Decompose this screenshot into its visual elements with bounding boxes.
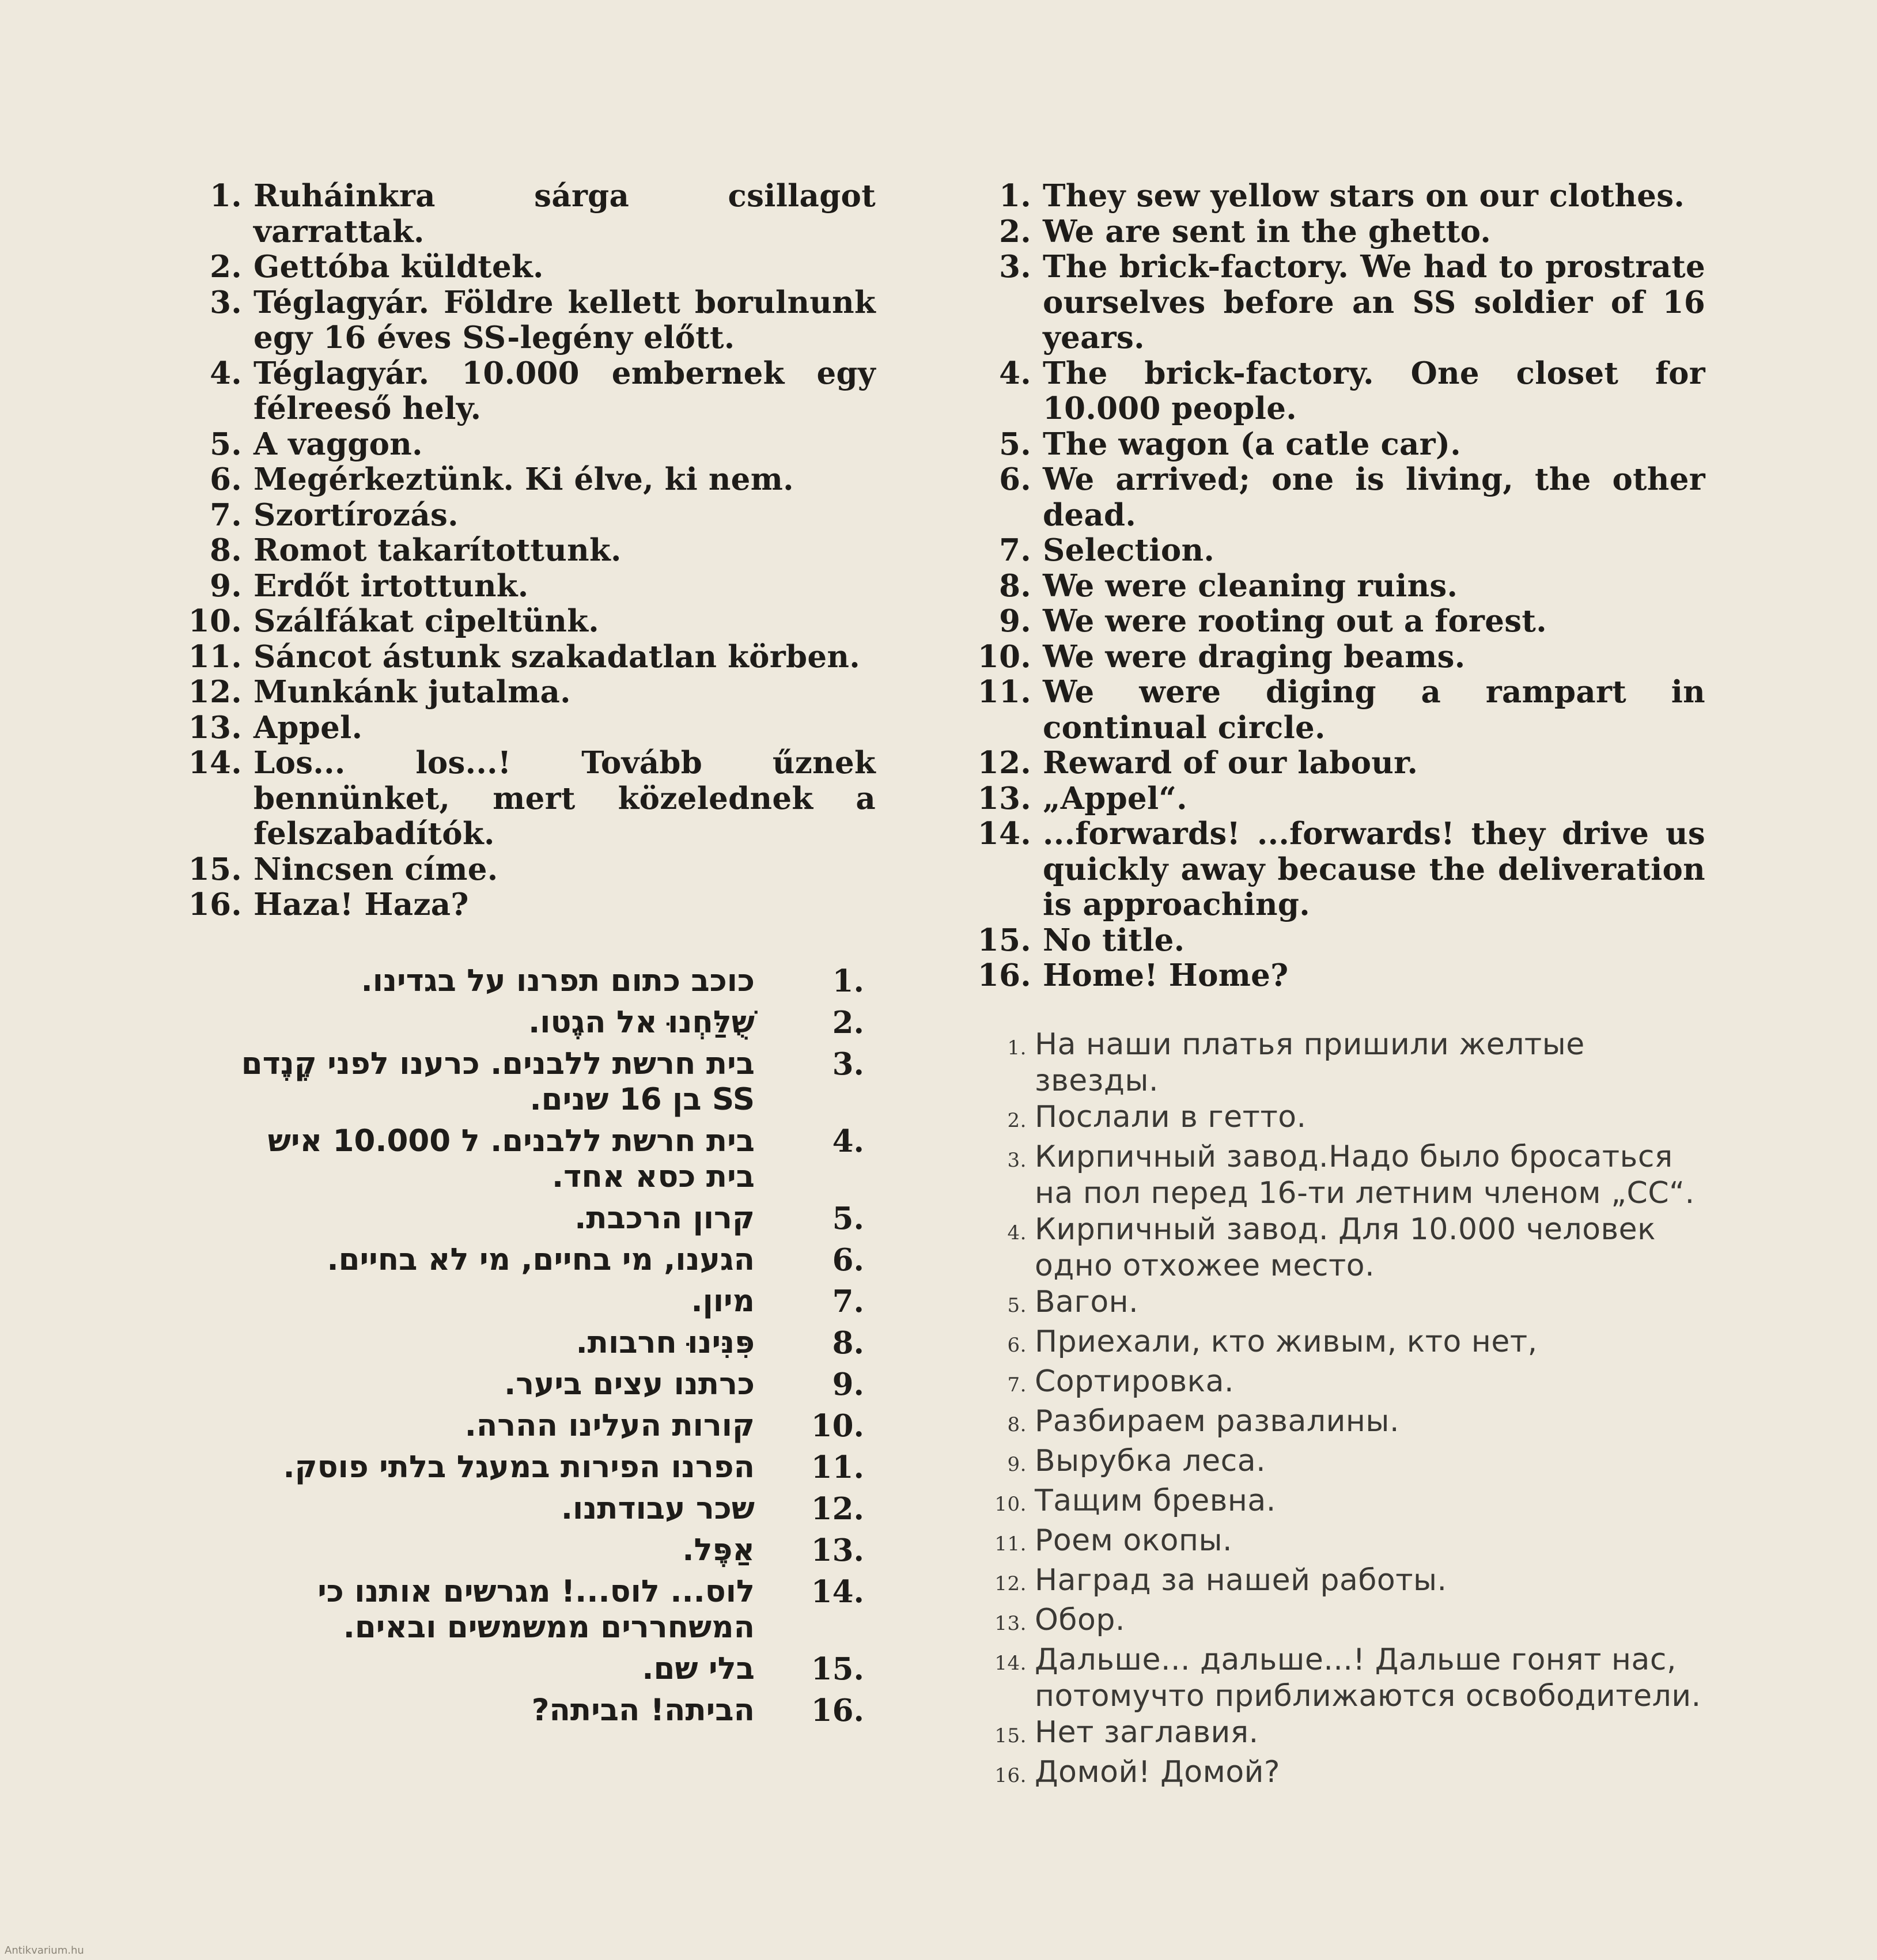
item-text: לוס... לוס...! מגרשים אותנו כי המשחררים ממשמשים ובאים. <box>317 1574 755 1645</box>
item-number: 9. <box>999 603 1031 639</box>
item-text: Haza! Haza? <box>253 887 469 922</box>
english-list-item <box>974 746 1705 781</box>
item-number: 6. <box>999 461 1031 497</box>
hungarian-list <box>184 179 876 923</box>
item-number: 11. <box>188 638 242 675</box>
item-text: פִּנִּינוּ חרבות. <box>576 1325 755 1360</box>
item-number: 15. <box>977 922 1031 958</box>
item-text: The brick-factory. We had to prostrate ourselves before an SS soldier of 16 years. <box>1043 249 1705 355</box>
item-text: Дальше... дальше...! Дальше гонят нас, потомучто приближаются освободители. <box>1035 1643 1701 1713</box>
item-number: 8. <box>999 567 1031 604</box>
english-list-item <box>974 569 1705 604</box>
russian-list-item <box>979 1284 1705 1324</box>
item-text: No title. <box>1043 922 1185 958</box>
hungarian-list-item <box>184 427 876 463</box>
hebrew-list-item <box>219 1693 864 1728</box>
item-text: Munkánk jutalma. <box>253 674 571 710</box>
item-number: 1. <box>832 963 864 999</box>
hebrew-list-item <box>219 1367 864 1402</box>
item-text: We were rooting out a forest. <box>1043 603 1547 639</box>
russian-list-item <box>979 1324 1705 1364</box>
item-number: 10. <box>977 638 1031 675</box>
item-number: 2. <box>1007 1109 1027 1132</box>
item-number: 2. <box>832 1005 864 1040</box>
item-text: Ruháinkra sárga csillagot varrattak. <box>253 178 876 249</box>
english-list <box>974 179 1705 994</box>
item-number: 9. <box>1007 1453 1027 1476</box>
item-text: מיון. <box>691 1284 755 1319</box>
item-text: We were draging beams. <box>1043 638 1466 675</box>
item-number: 15. <box>811 1651 864 1687</box>
russian-list-item <box>979 1212 1705 1284</box>
english-list-item <box>974 675 1705 746</box>
item-text: Erdőt irtottunk. <box>253 567 529 604</box>
item-text: Вырубка леса. <box>1035 1444 1266 1478</box>
item-number: 13. <box>811 1533 864 1568</box>
item-text: שכר עבודתנו. <box>561 1491 755 1526</box>
hungarian-list-item <box>184 640 876 675</box>
item-number: 3. <box>1007 1149 1027 1172</box>
item-number: 8. <box>832 1325 864 1361</box>
item-text: קרון הרכבת. <box>574 1201 755 1236</box>
item-text: We arrived; one is living, the other dead. <box>1043 461 1705 533</box>
item-number: 13. <box>994 1612 1027 1635</box>
item-text: שֻׁלַּחְנוּ אל הגֶטו. <box>528 1005 755 1040</box>
item-number: 7. <box>210 497 242 533</box>
item-text: קורות העלינו ההרה. <box>464 1408 755 1443</box>
hebrew-list-item <box>219 1574 864 1645</box>
item-number: 12. <box>977 745 1031 781</box>
item-text: На наши платья пришили желтые звезды. <box>1035 1027 1585 1098</box>
item-text: אַפֶּל. <box>682 1533 755 1568</box>
item-number: 7. <box>1007 1373 1027 1397</box>
hungarian-list-item <box>184 498 876 533</box>
item-text: ...forwards! ...forwards! they drive us quickly away because the deliveration is approaching. <box>1043 816 1705 922</box>
hebrew-list-item <box>219 1005 864 1040</box>
english-list-item <box>974 533 1705 569</box>
item-text: Обор. <box>1035 1603 1125 1637</box>
hungarian-list-item <box>184 569 876 604</box>
item-number: 3. <box>999 249 1031 285</box>
item-number: 12. <box>994 1572 1027 1595</box>
item-text: Gettóba küldtek. <box>253 249 544 285</box>
russian-list-item <box>979 1642 1705 1715</box>
item-text: The brick-factory. One closet for 10.000 people. <box>1043 355 1705 426</box>
hungarian-list-item <box>184 604 876 640</box>
item-number: 16. <box>977 958 1031 993</box>
russian-list <box>979 1027 1705 1794</box>
item-number: 4. <box>832 1123 864 1159</box>
item-text: הפרנו הפירות במעגל בלתי פוסק. <box>283 1450 755 1485</box>
item-number: 9. <box>832 1367 864 1402</box>
item-number: 2. <box>210 249 242 285</box>
item-text: כוכב כתום תפרנו על בגדינו. <box>361 963 755 998</box>
hebrew-list <box>219 963 864 1728</box>
item-number: 5. <box>999 426 1031 462</box>
hebrew-list-item <box>219 963 864 999</box>
russian-list-item <box>979 1443 1705 1483</box>
item-number: 1. <box>210 178 242 214</box>
russian-list-item <box>979 1099 1705 1139</box>
hungarian-list-item <box>184 746 876 852</box>
hungarian-list-item <box>184 356 876 427</box>
russian-list-item <box>979 1403 1705 1443</box>
english-list-item <box>974 356 1705 427</box>
item-number: 14. <box>811 1574 864 1610</box>
item-number: 14. <box>977 816 1031 852</box>
hebrew-list-item <box>219 1123 864 1195</box>
item-text: Сортировка. <box>1035 1364 1234 1399</box>
item-text: Кирпичный завод.Надо было бросаться на пол перед 16-ти летним членом „СС“. <box>1035 1140 1695 1210</box>
hebrew-list-item <box>219 1408 864 1444</box>
hungarian-list-item <box>184 285 876 356</box>
item-text: Роем окопы. <box>1035 1523 1233 1558</box>
item-text: Домой! Домой? <box>1035 1755 1281 1789</box>
english-list-item <box>974 816 1705 923</box>
english-list-item <box>974 958 1705 994</box>
item-text: Appel. <box>253 709 363 746</box>
item-text: A vaggon. <box>253 426 423 462</box>
hebrew-caption-list <box>219 963 864 1734</box>
item-number: 10. <box>811 1408 864 1444</box>
russian-list-item <box>979 1027 1705 1099</box>
item-text: Разбираем развалины. <box>1035 1404 1400 1439</box>
hungarian-list-item <box>184 887 876 923</box>
item-text: Наград за нашей работы. <box>1035 1563 1447 1598</box>
item-number: 10. <box>994 1493 1027 1516</box>
hungarian-list-item <box>184 533 876 569</box>
item-text: We were cleaning ruins. <box>1043 567 1458 604</box>
item-text: Sáncot ástunk szakadatlan körben. <box>253 638 860 675</box>
russian-list-item <box>979 1364 1705 1403</box>
item-number: 8. <box>210 532 242 568</box>
english-list-item <box>974 781 1705 817</box>
item-text: Нет заглавия. <box>1035 1715 1259 1750</box>
item-number: 6. <box>1007 1334 1027 1357</box>
item-number: 11. <box>811 1450 864 1485</box>
hebrew-list-item <box>219 1491 864 1527</box>
item-number: 11. <box>994 1533 1027 1556</box>
item-number: 5. <box>210 426 242 462</box>
item-number: 4. <box>210 355 242 391</box>
item-text: Тащим бревна. <box>1035 1484 1276 1518</box>
item-number: 10. <box>188 603 242 639</box>
russian-list-item <box>979 1602 1705 1642</box>
hungarian-list-item <box>184 249 876 285</box>
item-number: 11. <box>977 674 1031 710</box>
item-text: We are sent in the ghetto. <box>1043 213 1492 249</box>
hebrew-list-item <box>219 1201 864 1236</box>
hebrew-list-item <box>219 1242 864 1278</box>
russian-list-item <box>979 1754 1705 1794</box>
item-number: 14. <box>994 1652 1027 1675</box>
item-number: 16. <box>994 1764 1027 1787</box>
russian-list-item <box>979 1523 1705 1562</box>
english-list-item <box>974 214 1705 250</box>
russian-list-item <box>979 1483 1705 1523</box>
item-number: 3. <box>210 284 242 320</box>
item-number: 5. <box>1007 1294 1027 1317</box>
item-number: 1. <box>999 178 1031 214</box>
item-number: 16. <box>811 1693 864 1728</box>
english-list-item <box>974 462 1705 533</box>
russian-caption-list <box>979 1027 1705 1794</box>
item-number: 6. <box>210 461 242 497</box>
item-text: Romot takarítottunk. <box>253 532 622 568</box>
item-text: Вагон. <box>1035 1285 1139 1319</box>
item-number: 7. <box>832 1284 864 1319</box>
hungarian-list-item <box>184 179 876 249</box>
english-list-item <box>974 179 1705 214</box>
item-number: 3. <box>832 1046 864 1082</box>
item-number: 4. <box>1007 1221 1027 1244</box>
item-text: Home! Home? <box>1043 958 1289 993</box>
item-text: Nincsen címe. <box>253 851 498 887</box>
item-text: They sew yellow stars on our clothes. <box>1043 178 1685 214</box>
item-text: Послали в гетто. <box>1035 1100 1307 1134</box>
item-number: 15. <box>188 851 242 887</box>
item-text: Szortírozás. <box>253 497 459 533</box>
item-number: 14. <box>188 745 242 781</box>
hungarian-list-item <box>184 462 876 498</box>
russian-list-item <box>979 1139 1705 1212</box>
item-text: Téglagyár. 10.000 embernek egy félreeső hely. <box>253 355 876 426</box>
item-text: בית חרשת ללבנים. כרענו לפני קֶנֶדם SS בן 16 שנים. <box>241 1046 755 1117</box>
watermark: Antikvarium.hu <box>5 1944 84 1957</box>
item-text: Los... los...! Tovább űznek bennünket, mert közelednek a felszabadítók. <box>253 745 876 852</box>
hebrew-list-item <box>219 1533 864 1568</box>
item-text: The wagon (a catle car). <box>1043 426 1462 462</box>
item-number: 7. <box>999 532 1031 568</box>
item-number: 4. <box>999 355 1031 391</box>
item-text: Reward of our labour. <box>1043 745 1418 781</box>
english-list-item <box>974 640 1705 675</box>
english-list-item <box>974 923 1705 959</box>
item-text: Szálfákat cipeltünk. <box>253 603 600 639</box>
item-text: הגענו, מי בחיים, מי לא בחיים. <box>327 1242 755 1277</box>
item-text: Megérkeztünk. Ki élve, ki nem. <box>253 461 794 497</box>
item-number: 15. <box>994 1724 1027 1747</box>
item-number: 5. <box>832 1201 864 1236</box>
item-number: 12. <box>811 1491 864 1527</box>
item-number: 9. <box>210 567 242 604</box>
hebrew-list-item <box>219 1325 864 1361</box>
item-text: בלי שם. <box>642 1651 755 1686</box>
item-number: 16. <box>188 887 242 922</box>
item-text: הביתה! הביתה? <box>531 1693 755 1728</box>
item-text: Téglagyár. Földre kellett borulnunk egy 16 éves SS-legény előtt. <box>253 284 876 355</box>
hungarian-caption-list <box>184 179 876 923</box>
russian-list-item <box>979 1715 1705 1754</box>
english-caption-list <box>974 179 1705 994</box>
russian-list-item <box>979 1562 1705 1602</box>
hungarian-list-item <box>184 675 876 710</box>
hebrew-list-item <box>219 1046 864 1118</box>
hebrew-list-item <box>219 1284 864 1319</box>
item-number: 13. <box>977 780 1031 816</box>
hungarian-list-item <box>184 710 876 746</box>
english-list-item <box>974 249 1705 356</box>
item-text: כרתנו עצים ביער. <box>504 1367 755 1402</box>
item-text: Приехали, кто живым, кто нет, <box>1035 1325 1538 1359</box>
english-list-item <box>974 604 1705 640</box>
hebrew-list-item <box>219 1651 864 1687</box>
item-number: 6. <box>832 1242 864 1278</box>
item-number: 12. <box>188 674 242 710</box>
item-number: 13. <box>188 709 242 746</box>
item-number: 2. <box>999 213 1031 249</box>
item-text: Selection. <box>1043 532 1215 568</box>
hebrew-list-item <box>219 1450 864 1485</box>
item-text: „Appel“. <box>1043 780 1187 816</box>
hungarian-list-item <box>184 852 876 888</box>
item-text: בית חרשת ללבנים. ל 10.000 איש בית כסא אחד. <box>267 1123 755 1194</box>
item-text: We were diging a rampart in continual circle. <box>1043 674 1705 746</box>
item-text: Кирпичный завод. Для 10.000 человек одно отхожее место. <box>1035 1212 1656 1283</box>
item-number: 8. <box>1007 1413 1027 1436</box>
item-number: 1. <box>1007 1036 1027 1060</box>
english-list-item <box>974 427 1705 463</box>
